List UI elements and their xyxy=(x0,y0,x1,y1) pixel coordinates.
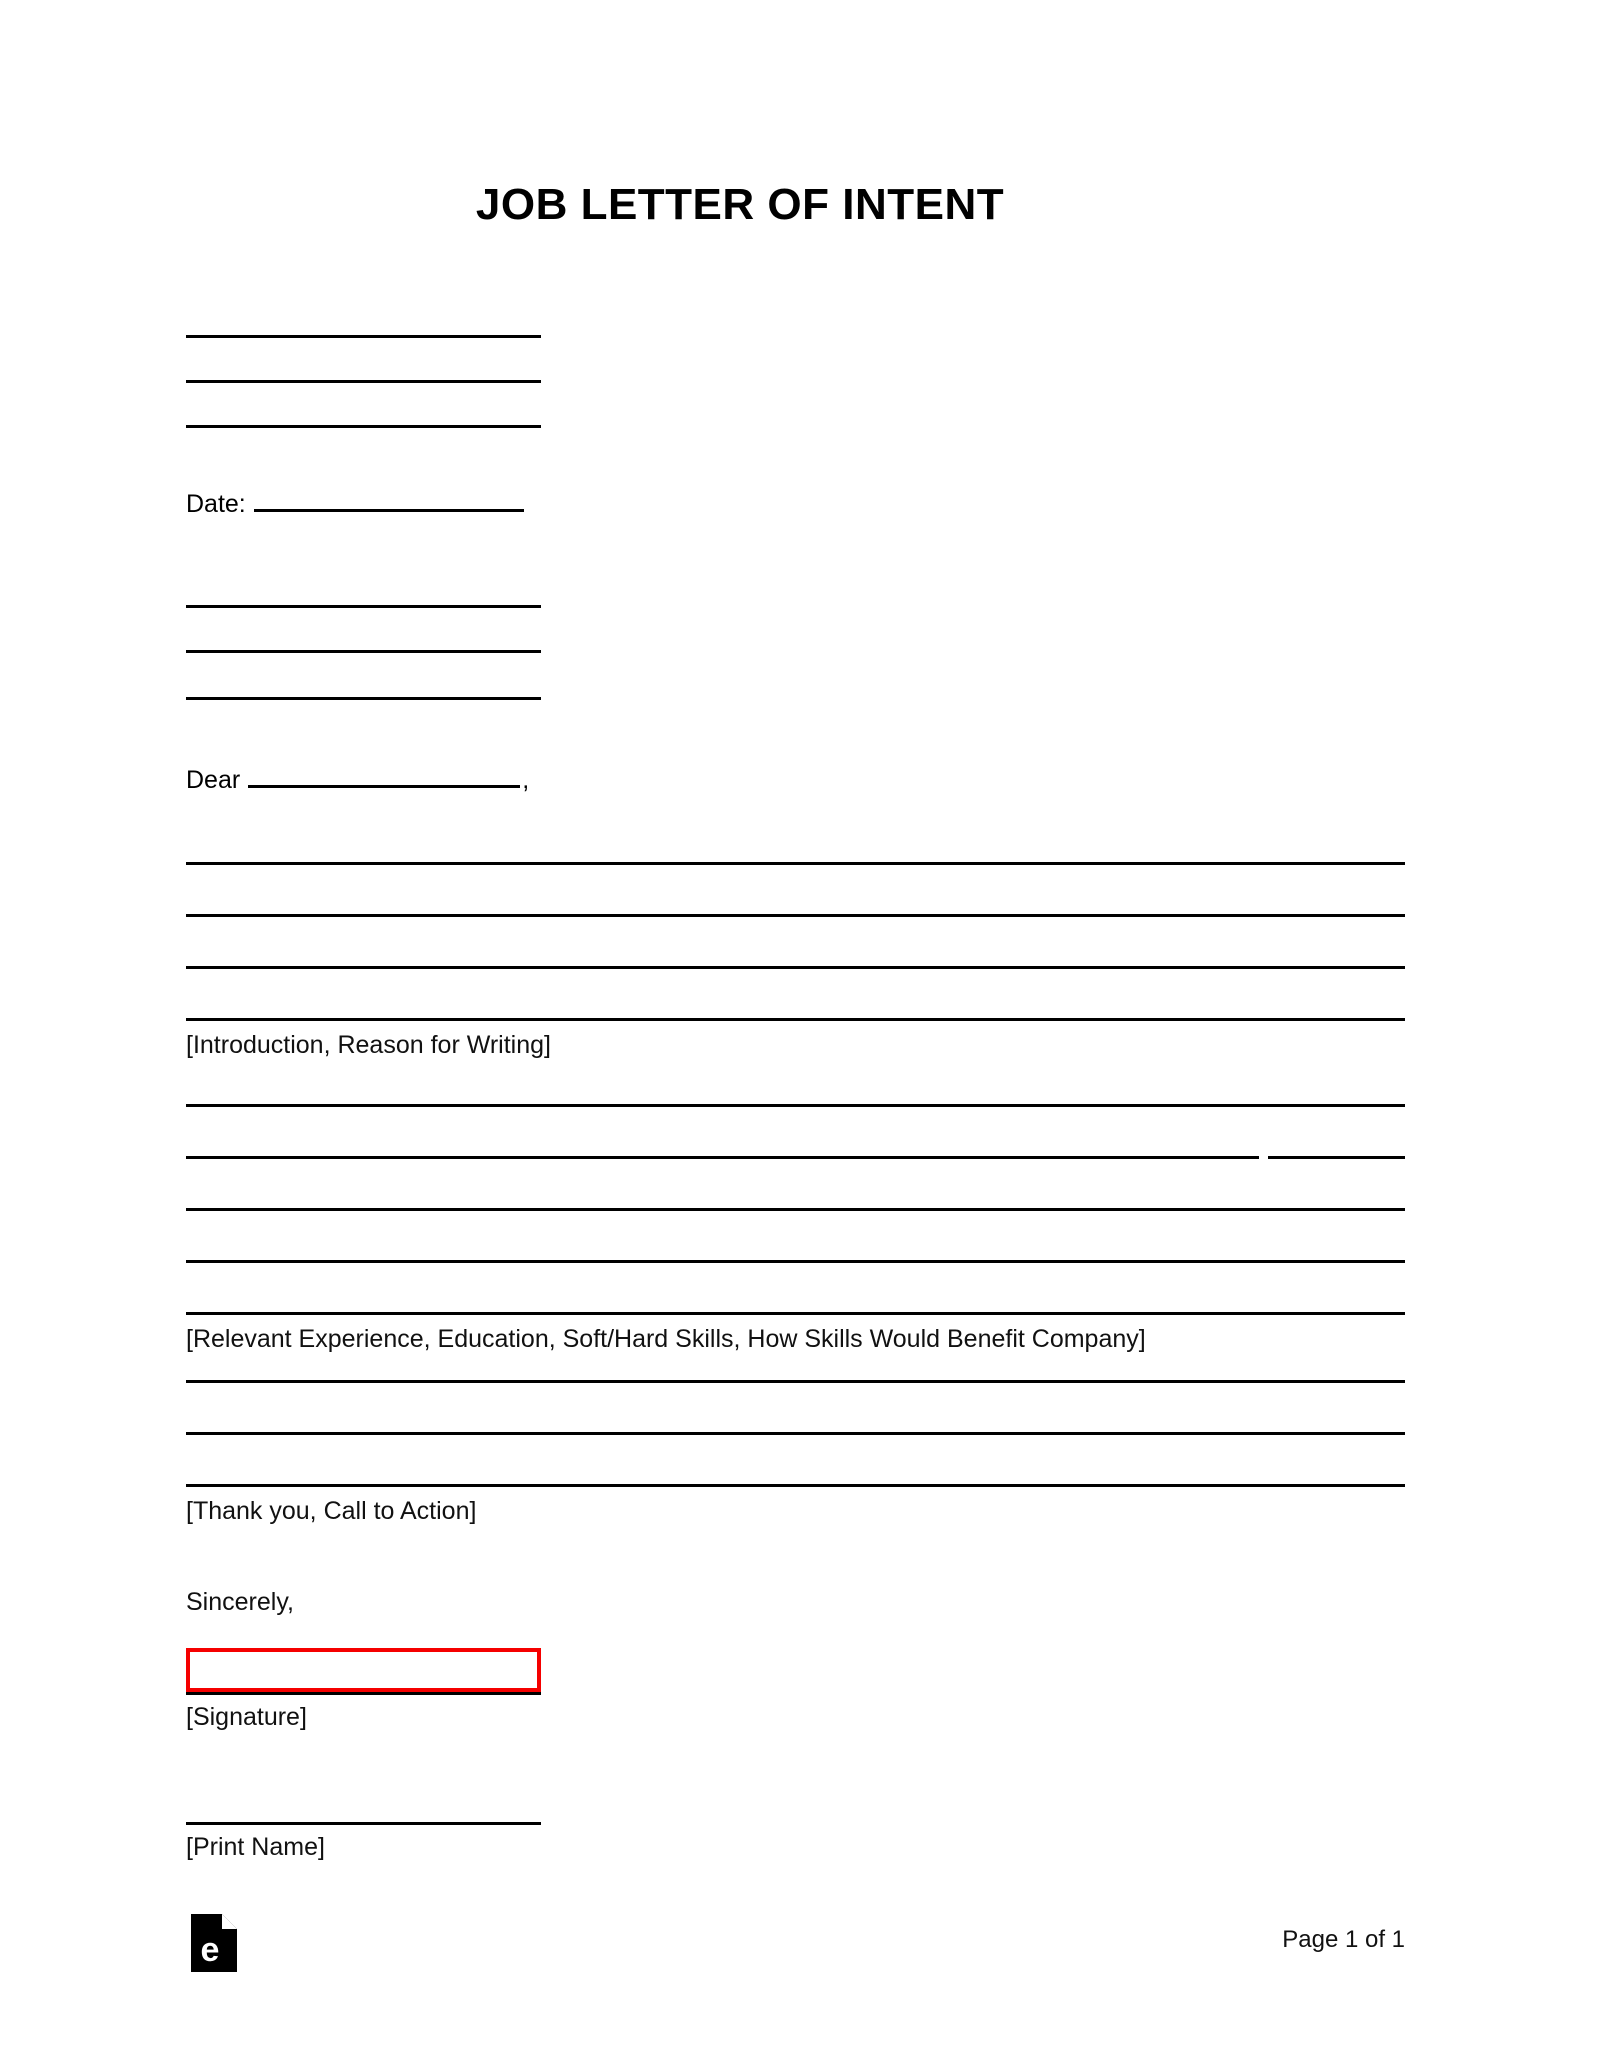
signature-line xyxy=(186,1692,541,1695)
recipient-line-3[interactable] xyxy=(186,697,541,700)
sender-line-2[interactable] xyxy=(186,380,541,383)
page-number: Page 1 of 1 xyxy=(1282,1926,1405,1953)
body3-caption: [Thank you, Call to Action] xyxy=(186,1497,477,1525)
body1-line-4[interactable] xyxy=(186,1018,1405,1021)
date-row xyxy=(186,487,524,519)
eforms-logo-icon xyxy=(191,1914,237,1972)
body2-line-3[interactable] xyxy=(186,1208,1405,1211)
salutation-input-line[interactable] xyxy=(248,763,520,788)
closing-salutation: Sincerely, xyxy=(186,1588,294,1616)
body2-caption: [Relevant Experience, Education, Soft/Hard Skills, How Skills Would Benefit Company] xyxy=(186,1325,1146,1353)
svg-text:e: e xyxy=(200,1931,220,1969)
body1-line-3[interactable] xyxy=(186,966,1405,969)
signature-caption: [Signature] xyxy=(186,1703,307,1731)
sender-line-3[interactable] xyxy=(186,425,541,428)
body2-line-2b[interactable] xyxy=(1268,1156,1405,1159)
salutation-label: Dear xyxy=(186,766,241,794)
body2-line-5[interactable] xyxy=(186,1312,1405,1315)
body2-line-4[interactable] xyxy=(186,1260,1405,1263)
signature-field[interactable] xyxy=(186,1648,541,1692)
page-title: JOB LETTER OF INTENT xyxy=(475,180,1005,229)
body2-line-1[interactable] xyxy=(186,1104,1405,1107)
body2-line-2a[interactable] xyxy=(186,1156,1259,1159)
recipient-line-1[interactable] xyxy=(186,605,541,608)
print-name-line[interactable] xyxy=(186,1822,541,1825)
body1-caption: [Introduction, Reason for Writing] xyxy=(186,1031,551,1059)
print-name-caption: [Print Name] xyxy=(186,1833,325,1861)
salutation-comma: , xyxy=(522,766,530,794)
date-label: Date: xyxy=(186,490,246,518)
date-input-line[interactable] xyxy=(254,487,524,512)
body1-line-1[interactable] xyxy=(186,862,1405,865)
salutation-row xyxy=(186,763,529,795)
body1-line-2[interactable] xyxy=(186,914,1405,917)
body3-line-3[interactable] xyxy=(186,1484,1405,1487)
recipient-line-2[interactable] xyxy=(186,650,541,653)
sender-line-1[interactable] xyxy=(186,335,541,338)
body3-line-2[interactable] xyxy=(186,1432,1405,1435)
body3-line-1[interactable] xyxy=(186,1380,1405,1383)
